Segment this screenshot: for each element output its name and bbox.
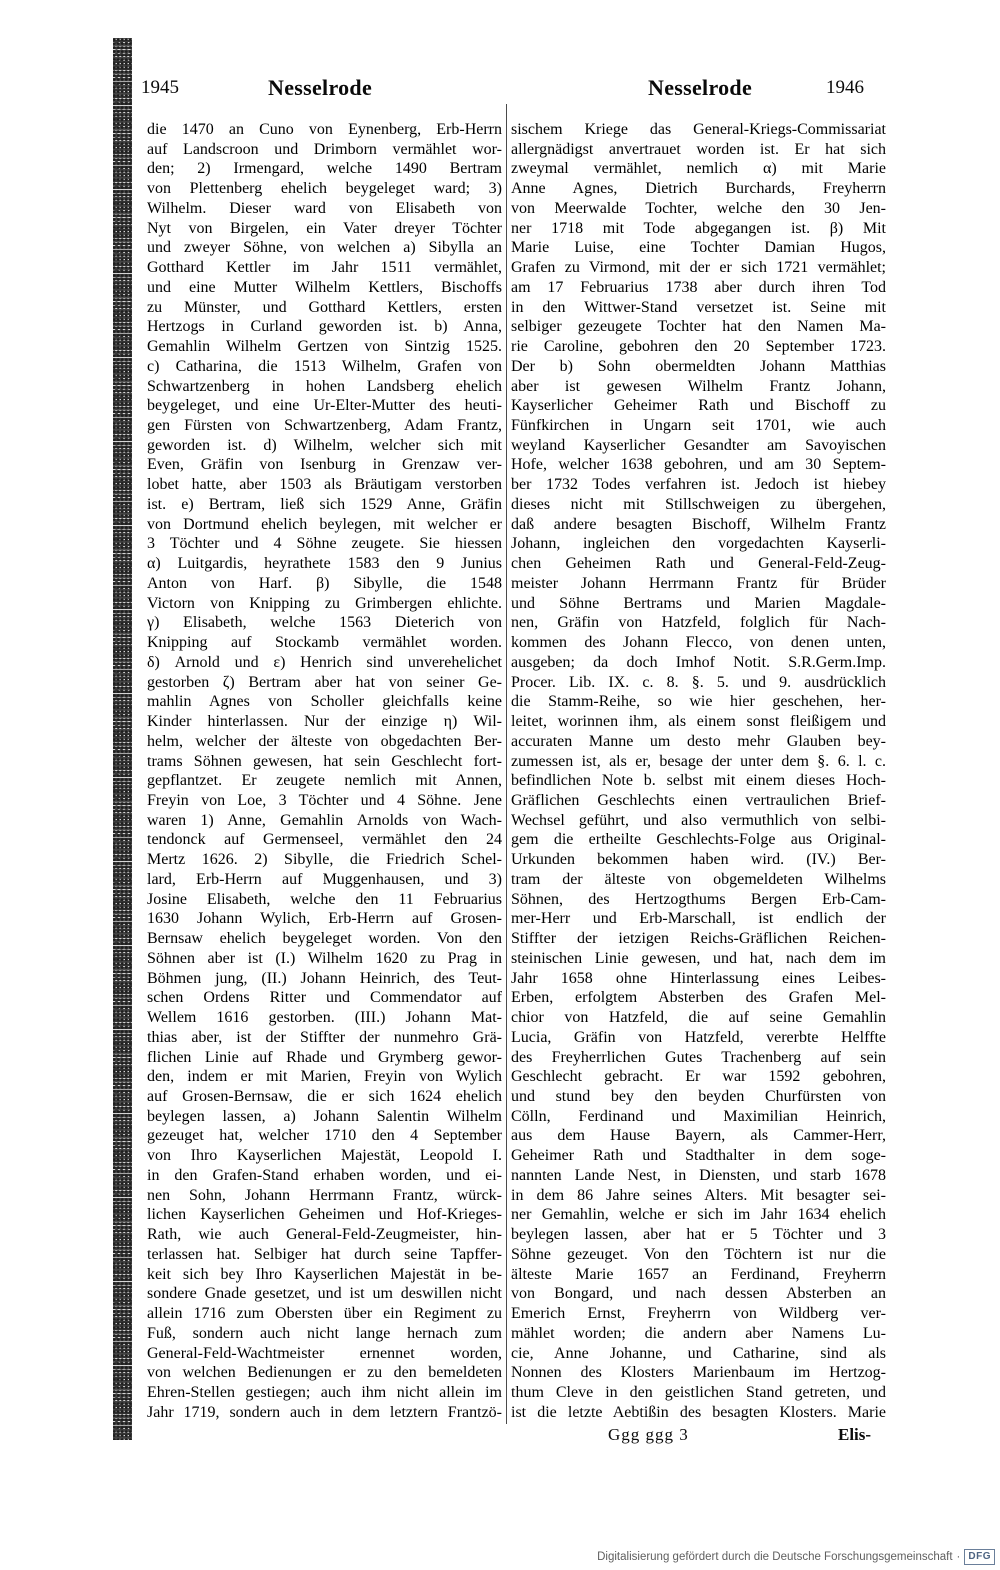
running-head-left: Nesselrode xyxy=(268,75,373,100)
text-line: meister Johann Herrmann Frantz für Brüder xyxy=(511,574,886,592)
text-line: befindlichen Note b. selbst mit einem dieses Hoch- xyxy=(511,772,886,790)
text-line: Gemahlin Wilhelm Gertzen von Sintzig 1525. xyxy=(147,338,502,356)
text-line: aus dem Hause Bayern, als Cammer-Herr, xyxy=(511,1127,886,1145)
text-line: 3 Töchter und 4 Söhne zeugete. Sie hiessen xyxy=(147,535,502,553)
text-line: in den Wittwer-Stand versetzet ist. Seine mit xyxy=(511,298,886,316)
text-line: gepflantzet. Er zeugete nemlich mit Annen, xyxy=(147,772,502,790)
text-line: Der b) Sohn obermeldten Johann Matthias xyxy=(511,357,886,375)
text-line: Mertz 1626. 2) Sibylle, die Friedrich Schel- xyxy=(147,851,502,869)
text-line: älteste Marie 1657 an Ferdinand, Freyherrn xyxy=(511,1265,886,1283)
text-line: Bernsaw ehelich beygeleget worden. Von den xyxy=(147,930,502,948)
text-line: thias aber, ist der Stiffter der nunmehro Grä- xyxy=(147,1028,502,1046)
text-line: Geheimer Rath und Stadthalter in dem soge- xyxy=(511,1147,886,1165)
text-line: δ) Arnold und ε) Henrich sind unverehelichet xyxy=(147,653,502,671)
text-line: beylegen lassen, a) Johann Salentin Wilhelm xyxy=(147,1107,502,1125)
column-number-left: 1945 xyxy=(141,77,179,98)
text-line: in den Grafen-Stand erhaben worden, und ei- xyxy=(147,1166,502,1184)
digitization-notice xyxy=(597,1548,995,1566)
text-line: α) Luitgardis, heyrathete 1583 den 9 Junius xyxy=(147,555,502,573)
text-line: lard, Erb-Herrn auf Muggenhausen, und 3) xyxy=(147,870,502,888)
text-line: gestorben ζ) Bertram aber hat von seiner Ge- xyxy=(147,673,502,691)
text-line: lichen Kayserlichen Geheimen und Hof-Krieges- xyxy=(147,1206,502,1224)
text-line: von Dortmund ehelich beylegen, mit welcher er xyxy=(147,515,502,533)
text-line: schen Ordens Ritter und Commendator auf xyxy=(147,989,502,1007)
text-line: weyland Kayserlicher Gesandter am Savoyischen xyxy=(511,436,886,454)
text-line: zu Münster, und Gotthard Kettlers, ersten xyxy=(147,298,502,316)
left-text-column xyxy=(147,120,502,1422)
text-line: zweymal vermählet, nemlich α) mit Marie xyxy=(511,160,886,178)
text-line: 1630 Johann Wylich, Erb-Herrn auf Grosen- xyxy=(147,910,502,928)
text-line: Gotthard Kettler im Jahr 1511 vermählet, xyxy=(147,259,502,277)
text-line: zumessen ist, als er, besage der unter dem §. 6. l. c. xyxy=(511,752,886,770)
text-line: Freyin von Loe, 3 Töchter und 4 Söhne. Jene xyxy=(147,791,502,809)
text-line: ner Gemahlin, welche er sich im Jahr 1634 ehelich xyxy=(511,1206,886,1224)
text-line: beygeleget, und eine Ur-Elter-Mutter des heuti- xyxy=(147,397,502,415)
text-line: Hertzogs in Curland geworden ist. b) Anna, xyxy=(147,318,502,336)
text-line: trams Söhnen gewesen, hat sein Geschlecht fort- xyxy=(147,752,502,770)
text-line: die Stamm-Reihe, so wie hier geschehen, her- xyxy=(511,693,886,711)
text-line: leitet, worinnen ihm, als einem sonst fleißigem und xyxy=(511,713,886,731)
text-line: nannten Lande Nest, in Diensten, und starb 1678 xyxy=(511,1166,886,1184)
catchword: Elis- xyxy=(838,1425,872,1444)
text-line: von welchen Bedienungen er zu den bemeldeten xyxy=(147,1364,502,1382)
text-line: Nonnen des Klosters Marienbaum im Hertzog- xyxy=(511,1364,886,1382)
text-line: Söhnen, des Hertzogthums Bergen Erb-Cam- xyxy=(511,890,886,908)
text-line: c) Catharina, die 1513 Wilhelm, Grafen von xyxy=(147,357,502,375)
text-line: von Meerwalde Tochter, welche den 30 Jen- xyxy=(511,199,886,217)
text-line: Nyt von Birgelen, ein Vater dreyer Töchter xyxy=(147,219,502,237)
dfg-logo: DFG xyxy=(964,1549,995,1565)
column-number-right: 1946 xyxy=(826,77,864,98)
text-line: Jahr 1658 ohne Hinterlassung eines Leibes- xyxy=(511,969,886,987)
text-line: chior von Hatzfeld, die auf seine Gemahlin xyxy=(511,1009,886,1027)
text-line: ist die letzte Aebtißin des besagten Klosters. Marie xyxy=(511,1403,886,1421)
text-line: und zweyer Söhne, von welchen a) Sibylla an xyxy=(147,239,502,257)
text-line: Procer. Lib. IX. c. 8. §. 5. und 9. ausdrücklich xyxy=(511,673,886,691)
text-line: gezeuget hat, welcher 1710 den 4 September xyxy=(147,1127,502,1145)
text-line: Josine Elisabeth, welche den 11 Februarius xyxy=(147,890,502,908)
text-line: Anton von Harf. β) Sibylle, die 1548 xyxy=(147,574,502,592)
text-line: gen Fürsten von Schwartzenberg, Adam Frantz, xyxy=(147,417,502,435)
text-line: Söhne gezeuget. Von den Töchtern ist nur die xyxy=(511,1245,886,1263)
text-line: Even, Gräfin von Isenburg in Grenzaw ver- xyxy=(147,456,502,474)
text-line: Victorn von Knipping zu Grimbergen ehlichte. xyxy=(147,594,502,612)
text-line: tendonck auf Germenseel, vermählet den 24 xyxy=(147,831,502,849)
text-line: auf Landscroon und Drimborn vermählet wor- xyxy=(147,140,502,158)
text-line: helm, welcher der älteste von obgedachten Ber- xyxy=(147,732,502,750)
text-line: und Söhne Bertrams und Marien Magdale- xyxy=(511,594,886,612)
right-text-column xyxy=(511,120,886,1422)
text-line: geworden ist. d) Wilhelm, welcher sich mit xyxy=(147,436,502,454)
text-line: nen, Gräfin von Hatzfeld, folglich für Nach- xyxy=(511,614,886,632)
text-line: von Ihro Kayserlichen Majestät, Leopold I. xyxy=(147,1147,502,1165)
text-line: ausgeben; da doch Imhof Notit. S.R.Germ.Imp. xyxy=(511,653,886,671)
text-line: selbiger gezeugete Tochter hat den Namen Ma- xyxy=(511,318,886,336)
text-line: Lucia, Gräfin von Hatzfeld, vererbte Helffte xyxy=(511,1028,886,1046)
text-line: mählet worden; die andern aber Namens Lu- xyxy=(511,1324,886,1342)
text-line: Schwartzenberg in hohen Landsberg ehelich xyxy=(147,377,502,395)
text-line: den; 2) Irmengard, welche 1490 Bertram xyxy=(147,160,502,178)
text-line: den, indem er mit Marien, Freyin von Wylich xyxy=(147,1068,502,1086)
text-line: mer-Herr und Erb-Marschall, ist endlich der xyxy=(511,910,886,928)
text-line: die 1470 an Cuno von Eynenberg, Erb-Herrn xyxy=(147,121,502,138)
text-line: Kayserlicher Geheimer Rath und Bischoff zu xyxy=(511,397,886,415)
scanned-page-edge xyxy=(113,38,132,1440)
text-line: Wechsel geführt, und also vermuthlich von selbi- xyxy=(511,811,886,829)
running-head-right: Nesselrode xyxy=(648,75,753,100)
text-line: Böhmen jung, (II.) Johann Heinrich, des Teut- xyxy=(147,969,502,987)
text-line: sondere Gnade gesetzet, und ist um deswillen nicht xyxy=(147,1285,502,1303)
text-line: mahlin Agnes von Scholler gleichfalls keine xyxy=(147,693,502,711)
text-line: thum Cleve in den geistlichen Stand getreten, und xyxy=(511,1384,886,1401)
text-line: accuraten Manne um desto mehr Glauben bey- xyxy=(511,732,886,750)
text-line: ner 1718 mit Tode abgegangen ist. β) Mit xyxy=(511,219,886,237)
text-line: Wellem 1616 gestorben. (III.) Johann Mat- xyxy=(147,1009,502,1027)
text-line: Kinder hinterlassen. Nur der einzige η) Wil- xyxy=(147,713,502,731)
text-line: und eine Mutter Wilhelm Kettlers, Bischoffs xyxy=(147,278,502,296)
text-line: Cölln, Ferdinand und Maximilian Heinrich, xyxy=(511,1107,886,1125)
text-line: dieses nicht mit Stillschweigen zu übergehen, xyxy=(511,495,886,513)
text-line: am 17 Februarius 1738 aber durch ihren Tod xyxy=(511,278,886,296)
text-line: terlassen hat. Selbiger hat durch seine Tapffer- xyxy=(147,1245,502,1263)
signature-mark: Ggg ggg 3 xyxy=(608,1425,689,1444)
text-line: keit sich bey Ihro Kayserlichen Majestät in be- xyxy=(147,1265,502,1283)
text-line: von Plettenberg ehelich beygeleget ward; 3) xyxy=(147,180,502,198)
column-rule xyxy=(506,104,507,1424)
text-line: nen Sohn, Johann Herrmann Frantz, würck- xyxy=(147,1186,502,1204)
text-line: und stund bey den beyden Churfürsten von xyxy=(511,1087,886,1105)
text-line: tram der älteste von obgemeldeten Wilhelms xyxy=(511,870,886,888)
text-line: Gräflichen Geschlechts einen vertraulichen Brief- xyxy=(511,791,886,809)
text-line: allergnädigst anvertrauet worden ist. Er hat sich xyxy=(511,140,886,158)
text-line: Stiffter der ietzigen Reichs-Gräflichen Reichen- xyxy=(511,930,886,948)
text-line: Geschlecht gebracht. Er war 1592 gebohren, xyxy=(511,1068,886,1086)
text-line: cie, Anne Johanne, und Catharine, sind als xyxy=(511,1344,886,1362)
text-line: rie Caroline, gebohren den 20 September 1723. xyxy=(511,338,886,356)
text-line: Jahr 1719, sondern auch in dem letztern Frantzö- xyxy=(147,1403,502,1421)
text-line: sischem Kriege das General-Kriegs-Commissariat xyxy=(511,121,886,138)
text-line: Marie Luise, eine Tochter Damian Hugos, xyxy=(511,239,886,257)
text-line: Johann, ingleichen den vorgedachten Kayserli- xyxy=(511,535,886,553)
text-line: General-Feld-Wachtmeister ernennet worden, xyxy=(147,1344,502,1362)
text-line: steinischen Linie gewesen, und hat, nach dem im xyxy=(511,949,886,967)
digitization-notice-text: Digitalisierung gefördert durch die Deutsche Forschungsgemeinschaft xyxy=(597,1551,953,1563)
text-line: in dem 86 Jahre seines Alters. Mit besagter sei- xyxy=(511,1186,886,1204)
text-line: Grafen zu Virmond, mit der er sich 1721 vermählet; xyxy=(511,259,886,277)
text-line: Fuß, sondern auch nicht lange hernach zum xyxy=(147,1324,502,1342)
text-line: Emerich Ernst, Freyherrn von Wildberg ver- xyxy=(511,1305,886,1323)
text-line: Wilhelm. Dieser ward von Elisabeth von xyxy=(147,199,502,217)
text-line: lobet hatte, aber 1503 als Bräutigam verstorben xyxy=(147,476,502,494)
text-line: Hofe, welcher 1638 gebohren, und am 30 Septem- xyxy=(511,456,886,474)
text-line: Knipping auf Stockamb vermählet worden. xyxy=(147,634,502,652)
text-line: beylegen lassen, aber hat er 5 Töchter und 3 xyxy=(511,1226,886,1244)
text-line: allein 1716 zum Obersten über ein Regiment zu xyxy=(147,1305,502,1323)
text-line: ber 1732 Todes verfahren ist. Jedoch ist hiebey xyxy=(511,476,886,494)
notice-separator: · xyxy=(956,1551,961,1563)
text-line: Fünfkirchen in Ungarn seit 1701, wie auch xyxy=(511,417,886,435)
text-line: auf Grosen-Bernsaw, die er sich 1624 ehelich xyxy=(147,1087,502,1105)
text-line: kommen des Johann Flecco, von denen unten, xyxy=(511,634,886,652)
text-line: gem die ertheilte Geschlechts-Folge aus Original- xyxy=(511,831,886,849)
text-line: γ) Elisabeth, welche 1563 Dieterich von xyxy=(147,614,502,632)
text-line: des Freyherrlichen Gutes Trachenberg auf sein xyxy=(511,1048,886,1066)
text-line: Anne Agnes, Dietrich Burchards, Freyherrn xyxy=(511,180,886,198)
text-line: Rath, wie auch General-Feld-Zeugmeister, hin- xyxy=(147,1226,502,1244)
text-line: Söhnen aber ist (I.) Wilhelm 1620 zu Prag in xyxy=(147,949,502,967)
text-line: Ehren-Stellen gestiegen; auch ihm nicht allein im xyxy=(147,1384,502,1401)
text-line: Erben, erfolgtem Absterben des Grafen Mel- xyxy=(511,989,886,1007)
text-line: flichen Linie auf Rhade und Grymberg gewor- xyxy=(147,1048,502,1066)
text-line: waren 1) Anne, Gemahlin Arnolds von Wach- xyxy=(147,811,502,829)
text-line: aber ist gewesen Wilhelm Frantz Johann, xyxy=(511,377,886,395)
text-line: ist. e) Bertram, ließ sich 1529 Anne, Gräfin xyxy=(147,495,502,513)
text-line: von Bongard, und nach dessen Absterben an xyxy=(511,1285,886,1303)
text-line: Urkunden bekommen haben wird. (IV.) Ber- xyxy=(511,851,886,869)
text-line: chen Geheimen Rath und General-Feld-Zeug- xyxy=(511,555,886,573)
text-line: daß andere besagten Bischoff, Wilhelm Frantz xyxy=(511,515,886,533)
